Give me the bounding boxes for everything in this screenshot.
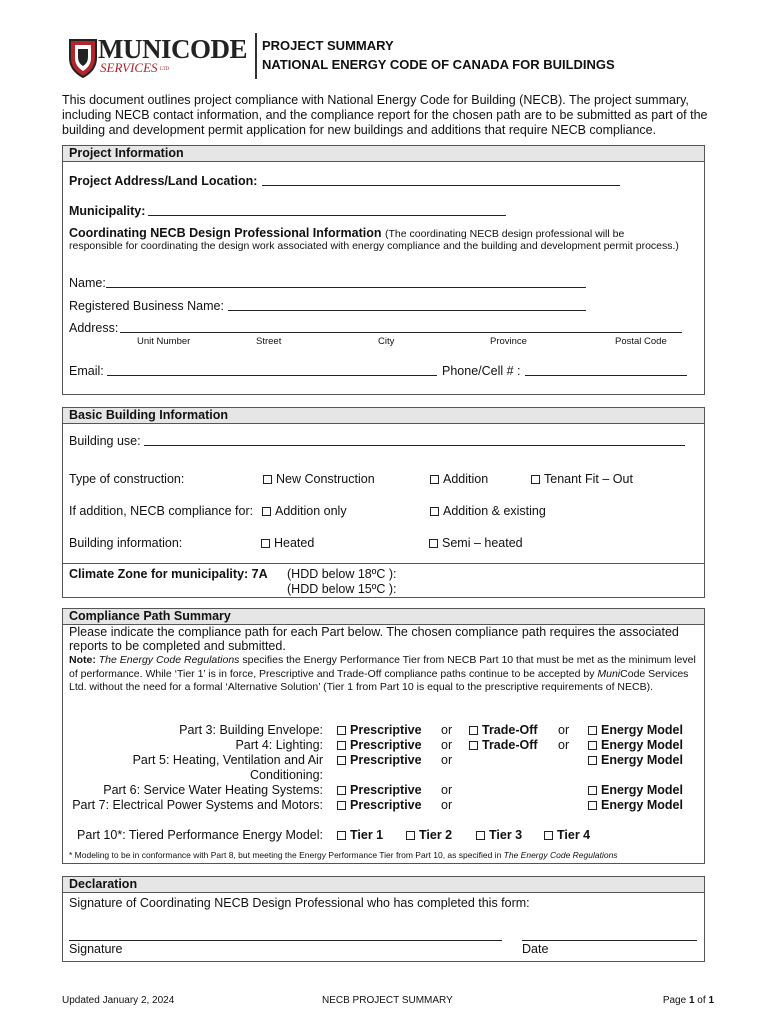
project-address-label: Project Address/Land Location: xyxy=(69,174,258,188)
heated-option[interactable]: Heated xyxy=(261,536,314,550)
part5-label-cont: Conditioning: xyxy=(250,768,323,782)
doc-subtitle: NATIONAL ENERGY CODE OF CANADA FOR BUILDINGS xyxy=(262,57,615,72)
coordinating-note: (The coordinating NECB design professional will be xyxy=(385,228,625,240)
building-info-label: Building information: xyxy=(69,536,183,550)
addition-existing-option[interactable]: Addition & existing xyxy=(430,504,546,518)
checkbox[interactable] xyxy=(263,475,272,484)
part4-label: Part 4: Lighting: xyxy=(235,738,323,752)
logo-ltd: LTD xyxy=(160,67,170,72)
hdd-15-label: (HDD below 15ºC ): xyxy=(287,582,397,596)
name-label: Name: xyxy=(69,276,106,290)
checkbox[interactable] xyxy=(261,539,270,548)
header-divider xyxy=(255,33,257,79)
coordinating-title: Coordinating NECB Design Professional Information xyxy=(69,226,382,240)
construction-type-label: Type of construction: xyxy=(69,472,185,486)
part7-prescriptive-option[interactable]: Prescriptive xyxy=(337,798,422,812)
part4-tradeoff-option[interactable]: Trade-Off xyxy=(469,738,538,752)
footer-updated: Updated January 2, 2024 xyxy=(62,995,175,1006)
footer-title: NECB PROJECT SUMMARY xyxy=(322,995,453,1006)
part3-energy-model-option[interactable]: Energy Model xyxy=(588,723,683,737)
part3-label: Part 3: Building Envelope: xyxy=(179,723,323,737)
business-field[interactable] xyxy=(228,299,586,311)
or-text: or xyxy=(441,798,453,812)
tier4-option[interactable]: Tier 4 xyxy=(544,828,590,842)
doc-title: PROJECT SUMMARY xyxy=(262,38,394,53)
part5-label: Part 5: Heating, Ventilation and Air xyxy=(132,753,323,767)
footer-page-number: Page 1 of 1 xyxy=(662,995,714,1006)
or-text: or xyxy=(558,738,570,752)
climate-zone-label: Climate Zone for municipality: 7A xyxy=(69,567,268,581)
part3-tradeoff-option[interactable]: Trade-Off xyxy=(469,723,538,737)
compliance-footnote: * Modeling to be in conformance with Part 8, but meeting the Energy Performance Tier from Part 10, as specified in The Energy Code Regulations xyxy=(69,850,618,860)
hdd-18-label: (HDD below 18ºC ): xyxy=(287,567,397,581)
semi-heated-option[interactable]: Semi – heated xyxy=(429,536,523,550)
part5-energy-model-option[interactable]: Energy Model xyxy=(588,753,683,767)
email-field[interactable] xyxy=(107,364,437,376)
part6-label: Part 6: Service Water Heating Systems: xyxy=(103,783,323,797)
or-text: or xyxy=(441,723,453,737)
checkbox[interactable] xyxy=(262,507,271,516)
province-sublabel: Province xyxy=(490,336,527,347)
intro-paragraph: This document outlines project compliance with National Energy Code for Building (NECB). The project summary, including NECB contact information, and the compliance report for the chosen path are to be submitted as part of the building and development permit application for new buildings and additions that require NECB compliance. xyxy=(62,93,708,137)
tier3-option[interactable]: Tier 3 xyxy=(476,828,522,842)
checkbox[interactable] xyxy=(430,475,439,484)
signature-label: Signature xyxy=(69,942,123,956)
address-field[interactable] xyxy=(120,321,682,333)
name-field[interactable] xyxy=(106,276,586,288)
municipality-label: Municipality: xyxy=(69,204,146,218)
postal-code-sublabel: Postal Code xyxy=(615,336,667,347)
part10-label: Part 10*: Tiered Performance Energy Model: xyxy=(77,828,323,842)
tenant-fit-out-option[interactable]: Tenant Fit – Out xyxy=(531,472,633,486)
declaration-text: Signature of Coordinating NECB Design Professional who has completed this form: xyxy=(69,896,530,910)
or-text: or xyxy=(441,783,453,797)
building-use-label: Building use: xyxy=(69,434,141,448)
phone-label: Phone/Cell # : xyxy=(442,364,521,378)
section-header: Project Information xyxy=(63,146,704,162)
municipality-field[interactable] xyxy=(148,204,506,216)
unit-number-sublabel: Unit Number xyxy=(137,336,191,347)
tier1-option[interactable]: Tier 1 xyxy=(337,828,383,842)
signature-field[interactable] xyxy=(69,940,502,941)
business-label: Registered Business Name: xyxy=(69,299,224,313)
address-label: Address: xyxy=(69,321,119,335)
part6-energy-model-option[interactable]: Energy Model xyxy=(588,783,683,797)
new-construction-option[interactable]: New Construction xyxy=(263,472,375,486)
declaration-section xyxy=(62,876,705,962)
building-use-field[interactable] xyxy=(144,434,685,446)
addition-only-option[interactable]: Addition only xyxy=(262,504,347,518)
logo-text: MUNICODE xyxy=(98,34,247,64)
phone-field[interactable] xyxy=(525,364,687,376)
part6-prescriptive-option[interactable]: Prescriptive xyxy=(337,783,422,797)
part4-prescriptive-option[interactable]: Prescriptive xyxy=(337,738,422,752)
or-text: or xyxy=(441,753,453,767)
checkbox[interactable] xyxy=(429,539,438,548)
date-field[interactable] xyxy=(522,940,697,941)
shield-logo-icon xyxy=(68,38,98,78)
project-address-field[interactable] xyxy=(262,174,620,186)
part3-prescriptive-option[interactable]: Prescriptive xyxy=(337,723,422,737)
date-label: Date xyxy=(522,942,549,956)
checkbox[interactable] xyxy=(531,475,540,484)
addition-option[interactable]: Addition xyxy=(430,472,488,486)
section-header: Compliance Path Summary xyxy=(63,609,704,625)
coordinating-note-rest: responsible for coordinating the design work associated with energy compliance and the building and development permit process.) xyxy=(69,240,679,252)
compliance-note: Note: The Energy Code Regulations specifies the Energy Performance Tier from NECB Part 10 that must be met as the minimum level of performance. While ‘Tier 1’ is in force, Prescriptive and Trade-Off compliance paths continue to be accepted by MuniCode Services Ltd. without the need for a formal ‘Alternative Solution’ (Tier 1 from Part 10 is equal to the prescriptive requirements of NECB). xyxy=(69,654,696,693)
email-label: Email: xyxy=(69,364,104,378)
section-header: Declaration xyxy=(63,877,704,893)
part7-energy-model-option[interactable]: Energy Model xyxy=(588,798,683,812)
compliance-instructions: Please indicate the compliance path for each Part below. The chosen compliance path requires the associated reports to be completed and submitted. xyxy=(69,625,679,653)
city-sublabel: City xyxy=(378,336,395,347)
addition-compliance-label: If addition, NECB compliance for: xyxy=(69,504,254,518)
part5-prescriptive-option[interactable]: Prescriptive xyxy=(337,753,422,767)
part7-label: Part 7: Electrical Power Systems and Motors: xyxy=(72,798,323,812)
or-text: or xyxy=(441,738,453,752)
part4-energy-model-option[interactable]: Energy Model xyxy=(588,738,683,752)
or-text: or xyxy=(558,723,570,737)
section-header: Basic Building Information xyxy=(63,408,704,424)
street-sublabel: Street xyxy=(256,336,282,347)
checkbox[interactable] xyxy=(430,507,439,516)
logo-subtext: SERVICES xyxy=(100,60,158,75)
tier2-option[interactable]: Tier 2 xyxy=(406,828,452,842)
